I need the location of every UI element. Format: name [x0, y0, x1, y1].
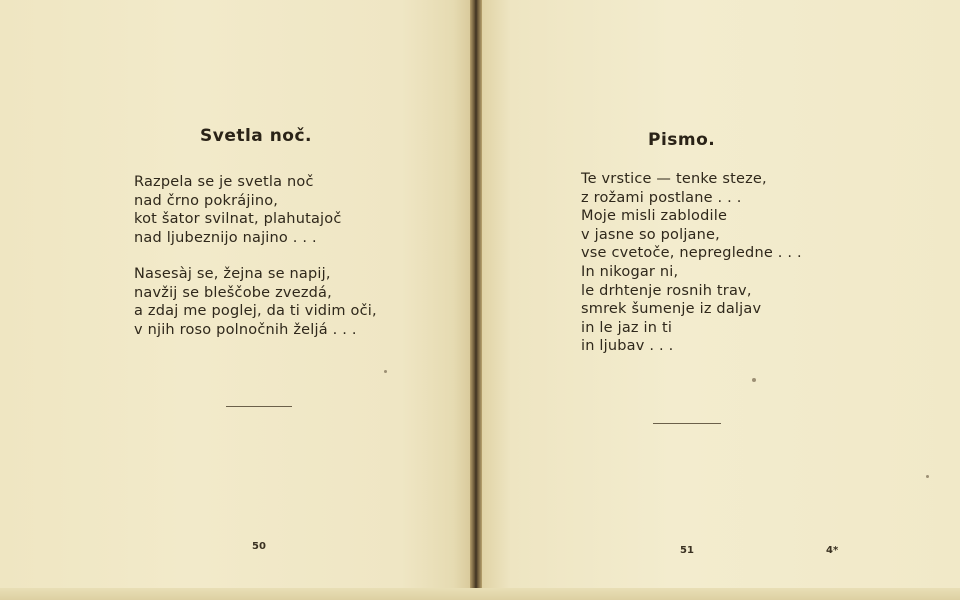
- poem-line: a zdaj me poglej, da ti vidim oči,: [134, 303, 377, 320]
- poem-line: v jasne so poljane,: [581, 226, 720, 243]
- poem-line: in ljubav . . .: [581, 338, 674, 355]
- left-page: [0, 0, 472, 600]
- paper-speck: [384, 370, 387, 373]
- poem-line: v njih roso polnočnih željá . . .: [134, 321, 357, 338]
- poem-title: Svetla noč.: [200, 126, 313, 146]
- page-edge: [0, 588, 960, 600]
- poem-line: Te vrstice — tenke steze,: [581, 171, 767, 187]
- right-page: [482, 0, 960, 600]
- book-gutter: [470, 0, 482, 600]
- poem-line: In nikogar ni,: [581, 263, 679, 280]
- end-rule: [226, 406, 292, 407]
- poem-line: smrek šumenje iz daljav: [581, 301, 762, 318]
- signature-mark: 4*: [826, 545, 839, 556]
- poem-line: kot šator svilnat, plahutajoč: [134, 211, 342, 228]
- poem-stanza: [134, 173, 342, 247]
- poem-stanza: [134, 265, 377, 339]
- page-number: 51: [680, 545, 694, 556]
- poem-line: navžij se bleščobe zvezdá,: [134, 284, 332, 301]
- end-rule: [653, 423, 721, 424]
- poem-line: vse cvetoče, nepregledne . . .: [581, 245, 802, 262]
- poem-line: Nasesàj se, žejna se napij,: [134, 266, 331, 282]
- poem-line: Razpela se je svetla noč: [134, 174, 314, 190]
- poem-title: Pismo.: [648, 130, 716, 150]
- poem-line: le drhtenje rosnih trav,: [581, 282, 752, 299]
- paper-speck: [752, 378, 756, 382]
- poem-line: in le jaz in ti: [581, 319, 673, 336]
- poem-line: Moje misli zablodile: [581, 208, 728, 225]
- poem-stanza: [581, 170, 802, 356]
- poem-line: nad ljubeznijo najino . . .: [134, 229, 317, 246]
- poem-line: nad črno pokrájino,: [134, 192, 279, 209]
- poem-line: z rožami postlane . . .: [581, 189, 742, 206]
- page-number: 50: [252, 541, 266, 552]
- paper-speck: [926, 475, 929, 478]
